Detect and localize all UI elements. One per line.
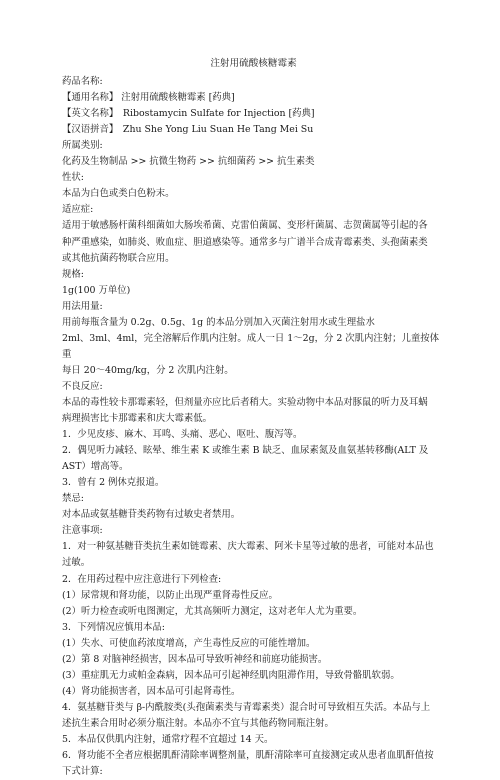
text-line: 病理损害比卡那霉素和庆大霉素低。 — [62, 413, 213, 425]
text-line: 或其他抗菌药物联合应用。 — [62, 252, 175, 264]
text-line: 5．本品仅供肌内注射，通常疗程不宜超过 14 天。 — [62, 733, 274, 745]
text-line: 【英文名称】 Ribostamycin Sulfate for Injection [药典] — [62, 108, 315, 120]
text-line: 2．在用药过程中应注意进行下列检查: — [62, 573, 222, 585]
text-line: 对本品或氨基糖苷类药物有过敏史者禁用。 — [62, 509, 241, 521]
text-line: 2ml、3ml、4ml，完全溶解后作肌内注射。成人一日 1～2g，分 2 次肌内注射；儿童按体重 — [62, 332, 440, 360]
text-line: 6．肾功能不全者应根据肌酐清除率调整剂量，肌酐清除率可直接测定或从患者血肌酐值按 — [62, 750, 434, 762]
text-line: 种严重感染，如肺炎、败血症、胆道感染等。通常多与广谱半合成青霉素类、头孢菌素类 — [62, 236, 428, 248]
text-line: 禁忌: — [62, 493, 84, 505]
text-line: 药品名称: — [62, 76, 103, 88]
text-line: 【汉语拼音】 Zhu She Yong Liu Suan He Tang Mei Su — [62, 124, 314, 136]
text-line: 化药及生物制品 >> 抗微生物药 >> 抗细菌药 >> 抗生素类 — [62, 156, 315, 168]
text-line: AST）增高等。 — [62, 461, 129, 473]
text-line: 下式计算: — [62, 766, 103, 778]
text-line: (2）第 8 对脑神经损害，因本品可导致听神经和前庭功能损害。 — [62, 653, 328, 665]
text-line: 每日 20～40mg/kg，分 2 次肌内注射。 — [62, 364, 234, 376]
text-line: 规格: — [62, 268, 84, 280]
text-line: 所属类别: — [62, 140, 103, 152]
text-line: 适应症: — [62, 204, 94, 216]
text-line: 性状: — [62, 172, 84, 184]
text-line: (3）重症肌无力或帕金森病，因本品可引起神经肌肉阻滞作用，导致骨骼肌软弱。 — [62, 669, 400, 681]
document-title: 注射用硫酸核糖霉素 — [210, 58, 297, 69]
text-line: (1）尿常规和肾功能，以防止出现严重肾毒性反应。 — [62, 589, 278, 601]
text-line: (4）肾功能损害者，因本品可引起肾毒性。 — [62, 685, 241, 697]
text-line: 本品的毒性较卡那霉素轻，但剂量亦应比后者稍大。实验动物中本品对豚鼠的听力及耳蜗 — [62, 396, 428, 408]
text-line: 1g(100 万单位) — [62, 284, 131, 296]
text-line: 【通用名称】 注射用硫酸核糖霉素 [药典] — [62, 92, 235, 104]
text-line: 4．氨基糖苷类与 β-内酰胺类(头孢菌素类与青霉素类）混合时可导致相互失活。本品与上 — [62, 701, 431, 713]
text-line: 注意事项: — [62, 525, 103, 537]
text-line: 不良反应: — [62, 380, 103, 392]
document-body — [62, 74, 445, 780]
text-line: 1．少见皮疹、麻木、耳鸣、头痛、恶心、呕吐、腹泻等。 — [62, 429, 303, 441]
text-line: 述抗生素合用时必须分瓶注射。本品亦不宜与其他药物同瓶注射。 — [62, 717, 334, 729]
text-line: 用前每瓶含量为 0.2g、0.5g、1g 的本品分别加入灭菌注射用水或生理盐水 — [62, 316, 375, 328]
text-line: 适用于敏感肠杆菌科细菌如大肠埃希菌、克雷伯菌属、变形杆菌属、志贺菌属等引起的各 — [62, 220, 428, 232]
text-line: 2．偶见听力减轻、眩晕、维生素 K 或维生素 B 缺乏、血尿素氮及血氨基转移酶(ALT 及 — [62, 445, 429, 457]
text-line: (2）听力检查或听电图测定，尤其高频听力测定，这对老年人尤为重要。 — [62, 605, 363, 617]
text-line: (1）失水、可使血药浓度增高，产生毒性反应的可能性增加。 — [62, 637, 316, 649]
text-line: 3．曾有 2 例休克报道。 — [62, 477, 165, 489]
text-line: 3．下列情况应慎用本品: — [62, 621, 165, 633]
text-line: 本品为白色或类白色粉末。 — [62, 188, 175, 200]
text-line: 1．对一种氨基糖苷类抗生素如链霉素、庆大霉素、阿米卡星等过敏的患者，可能对本品也 — [62, 541, 434, 553]
text-line: 过敏。 — [62, 557, 91, 569]
text-line: 用法用量: — [62, 300, 103, 312]
